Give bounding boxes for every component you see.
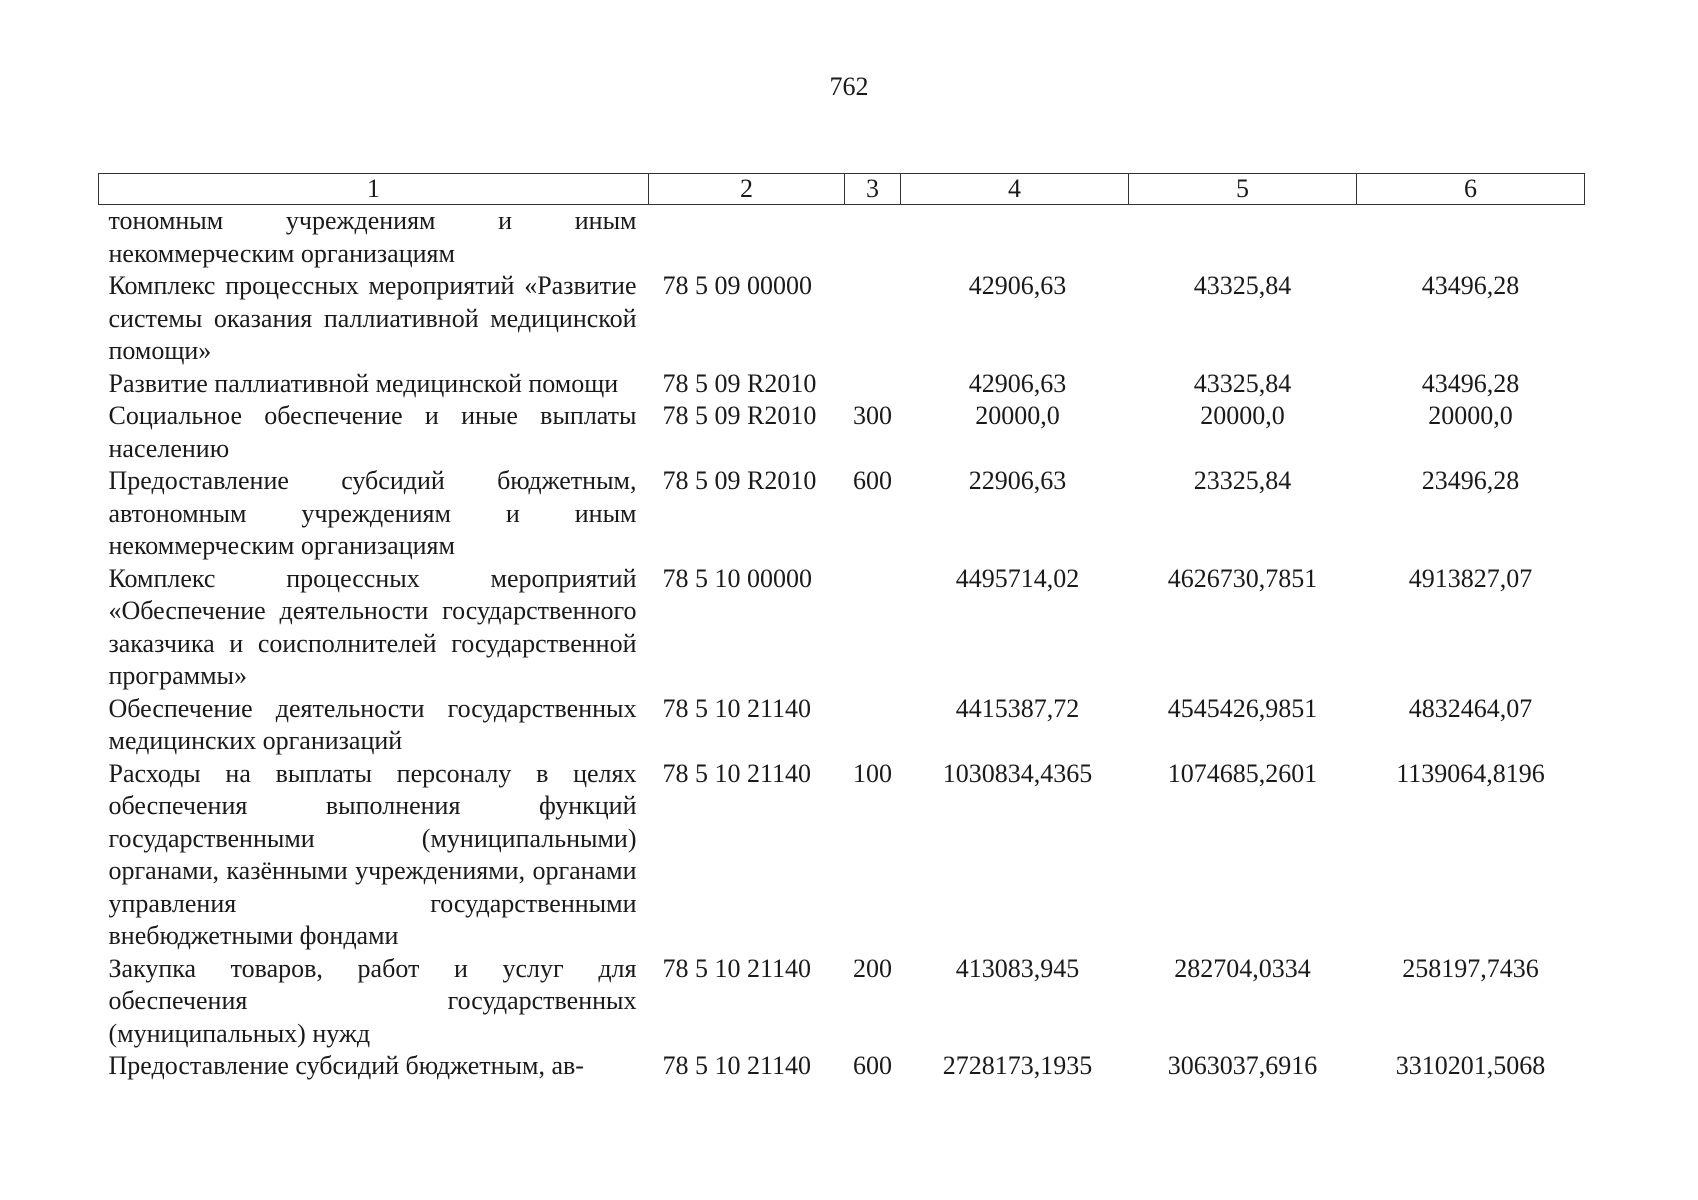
row-value-5: 4545426,9851 [1167, 693, 1318, 723]
row-value-6: 4913827,07 [1408, 563, 1533, 593]
row-value-5: 20000,0 [1200, 401, 1285, 430]
table-row [99, 758, 1585, 953]
row-name: Обеспечение деятельности государственных медицинских организаций [108, 693, 637, 755]
row-value-5: 282704,0334 [1174, 953, 1311, 983]
column-header-1: 1 [99, 174, 649, 205]
row-code: 78 5 09 R2010 [662, 368, 817, 398]
row-code [649, 205, 845, 271]
table-row [99, 400, 1585, 465]
row-code: 78 5 09 R2010 [662, 401, 817, 430]
table-row [99, 270, 1585, 368]
row-value-4: 4415387,72 [955, 693, 1080, 723]
row-value-6: 1139064,8196 [1396, 758, 1545, 788]
row-type [845, 368, 901, 401]
row-code: 78 5 09 R2010 [662, 466, 817, 495]
row-code: 78 5 10 21140 [662, 953, 812, 983]
row-code: 78 5 10 21140 [662, 1051, 812, 1080]
row-name: Социальное обеспечение и иные выплаты населению [108, 401, 637, 463]
table-row [99, 465, 1585, 563]
row-value-4: 413083,945 [955, 953, 1080, 983]
row-value-4: 1030834,4365 [942, 758, 1093, 788]
column-header-3: 3 [845, 174, 901, 205]
row-type [845, 563, 901, 693]
row-value-6: 258197,7436 [1402, 953, 1539, 983]
page-number: 762 [829, 72, 869, 101]
table-row [99, 368, 1585, 401]
row-value-5 [1129, 205, 1357, 271]
row-value-5: 4626730,7851 [1167, 563, 1318, 593]
row-type: 600 [853, 1051, 892, 1080]
row-value-4 [901, 205, 1129, 271]
row-name: Развитие паллиативной медицинской помощи [108, 368, 619, 398]
row-value-5: 3063037,6916 [1167, 1051, 1318, 1080]
row-value-4: 42906,63 [968, 368, 1067, 398]
column-header-4: 4 [901, 174, 1129, 205]
table-row [99, 205, 1585, 271]
row-value-4: 22906,63 [968, 466, 1067, 495]
table-row [99, 693, 1585, 758]
row-value-6 [1357, 205, 1585, 271]
table-row [99, 953, 1585, 1051]
row-type: 300 [853, 401, 892, 430]
row-value-6: 4832464,07 [1408, 693, 1533, 723]
row-type: 600 [853, 466, 892, 495]
row-value-6: 3310201,5068 [1395, 1051, 1546, 1080]
row-name: Расходы на выплаты персоналу в целях обеспечения выполнения функций государственными (муниципальными) органами, казёнными учреждениями, органами управления государственными внебюджетными фондами [108, 758, 637, 950]
row-value-4: 42906,63 [968, 271, 1067, 300]
table-body [99, 205, 1585, 1083]
row-value-5: 1074685,2601 [1167, 758, 1318, 788]
table-header [99, 174, 1585, 205]
row-value-5: 43325,84 [1193, 368, 1292, 398]
row-value-6: 23496,28 [1421, 466, 1520, 495]
column-header-5: 5 [1129, 174, 1357, 205]
row-type [845, 270, 901, 368]
budget-table [98, 173, 1585, 1083]
row-value-6: 43496,28 [1421, 271, 1520, 300]
row-code: 78 5 09 00000 [662, 271, 812, 300]
table-row [99, 563, 1585, 693]
row-type: 100 [853, 758, 892, 788]
row-name: Закупка товаров, работ и услуг для обеспечения государственных (муниципальных) нужд [108, 953, 637, 1048]
row-value-5: 43325,84 [1193, 271, 1292, 300]
table-row [99, 1050, 1585, 1083]
row-value-4: 4495714,02 [955, 563, 1080, 593]
row-value-4: 2728173,1935 [942, 1051, 1093, 1080]
row-code: 78 5 10 21140 [662, 758, 812, 788]
row-name: тономным учреждениям и иным некоммерческим организациям [108, 206, 637, 268]
row-name: Комплекс процессных мероприятий «Обеспечение деятельности государственного заказчика и соисполнителей государственной программы» [108, 563, 637, 690]
row-value-5: 23325,84 [1193, 466, 1292, 495]
row-code: 78 5 10 00000 [662, 563, 812, 593]
row-name: Предоставление субсидий бюджетным, автономным учреждениям и иным некоммерческим организациям [108, 466, 637, 560]
row-type: 200 [853, 953, 892, 983]
row-code: 78 5 10 21140 [662, 693, 812, 723]
row-type [845, 205, 901, 271]
row-name: Комплекс процессных мероприятий «Развитие системы оказания паллиативной медицинской помощи» [108, 271, 637, 365]
header-row [99, 174, 1585, 205]
column-header-2: 2 [649, 174, 845, 205]
row-name: Предоставление субсидий бюджетным, ав- [108, 1051, 584, 1080]
row-value-6: 43496,28 [1421, 368, 1520, 398]
row-value-4: 20000,0 [975, 401, 1060, 430]
row-value-6: 20000,0 [1428, 401, 1513, 430]
column-header-6: 6 [1357, 174, 1585, 205]
row-type [845, 693, 901, 758]
